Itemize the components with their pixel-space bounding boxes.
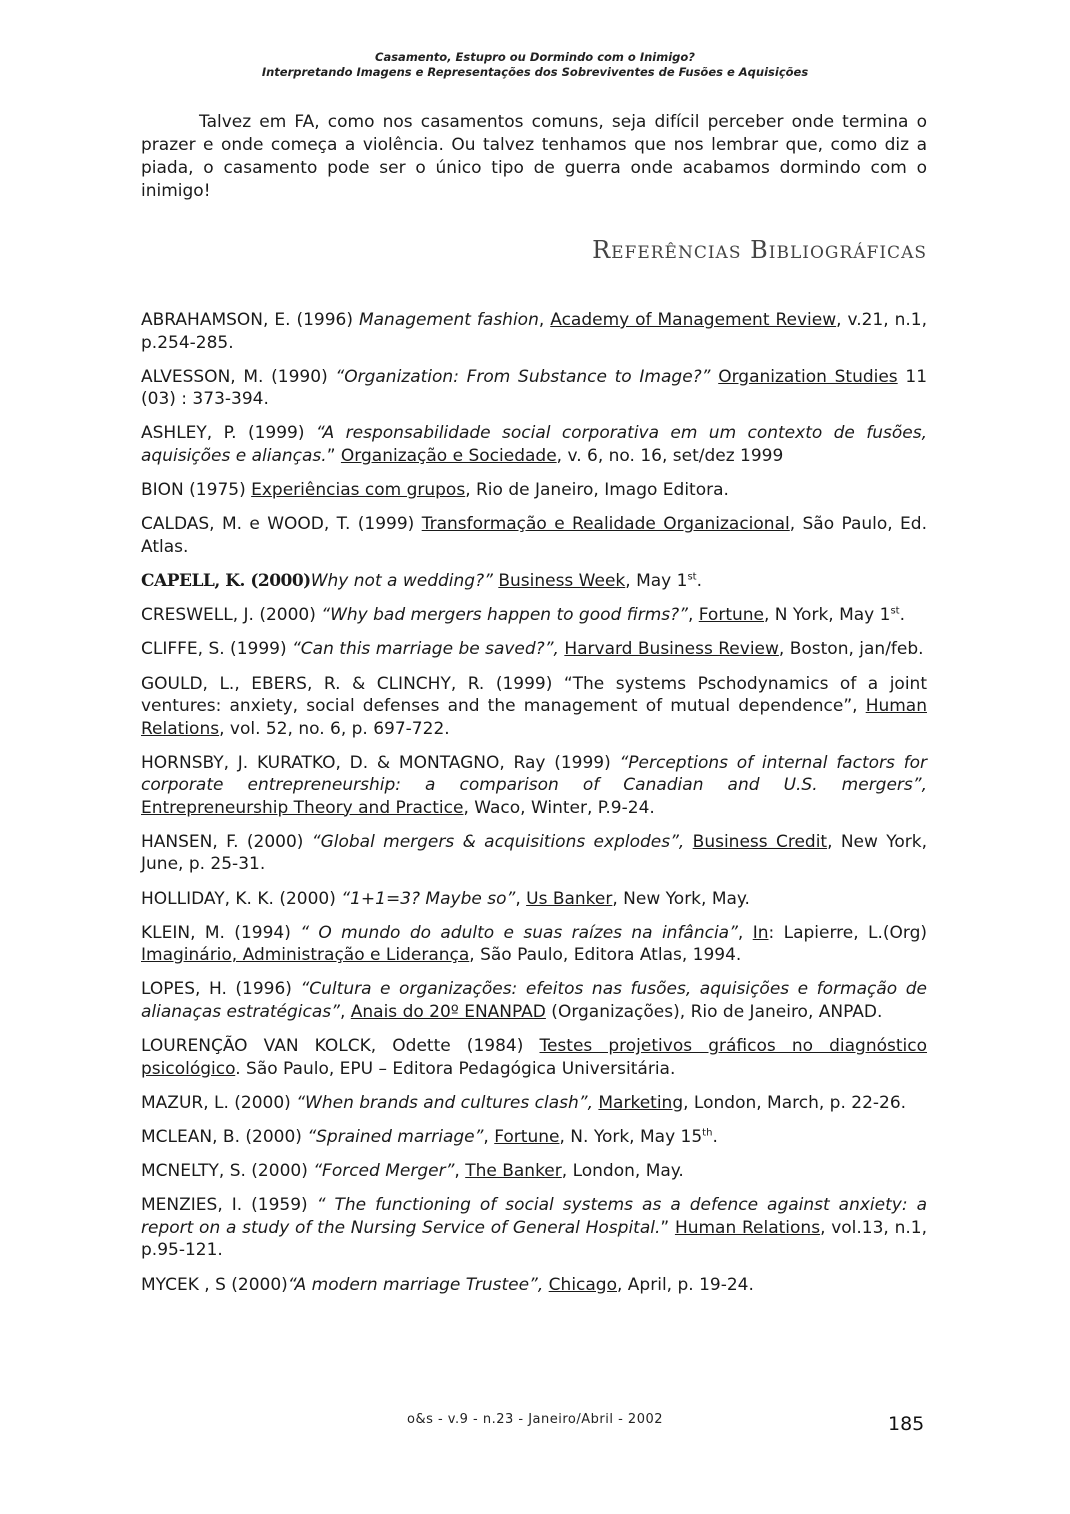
reference-entry [141,513,927,558]
reference-d-segment: . [696,570,702,591]
reference-entry [141,422,927,467]
reference-a-segment: ABRAHAMSON, E. (1996) [141,310,359,330]
reference-a-segment: ALVESSON, M. (1990) [141,366,336,387]
reference-u-segment: Fortune [698,605,764,626]
intro-paragraph [141,111,927,203]
reference-u-segment: Experiências com grupos [251,480,466,501]
reference-c-segment: , Boston, jan/feb. [778,639,924,660]
reference-u-segment: Organização e Sociedade [340,445,557,466]
reference-a-segment: GOULD, L., EBERS, R. & CLINCHY, R. (1999) “The systems Pschodynamics of a joint ventures: anxiety, social defenses and the management of mutual dependence”, [141,673,927,716]
reference-u-segment: Harvard Business Review [564,639,779,660]
reference-c-segment: , v.21, n.1, p.254-285. [141,310,928,353]
reference-b-segment: , [454,1161,466,1182]
reference-c-segment: , April, p. 19-24. [617,1274,754,1295]
reference-c-segment: , vol.13, n.1, p.95-121. [141,1217,927,1261]
reference-sup-segment: th [702,1127,713,1139]
reference-u-segment: Chicago [548,1274,617,1295]
reference-d-segment: . [712,1127,718,1147]
reference-c-segment: , Rio de Janeiro, Imago Editora. [465,480,729,501]
reference-t-segment: “Forced Merger” [313,1161,455,1182]
reference-entry [141,888,927,911]
reference-c-segment: , v. 6, no. 16, set/dez 1999 [556,445,784,466]
reference-entry [141,366,927,411]
reference-a-segment: MENZIES, I. (1959) [141,1195,317,1216]
reference-c-segment: (Organizações), Rio de Janeiro, ANPAD. [545,1001,883,1022]
reference-b-segment [684,832,692,852]
reference-c-segment: , São Paulo, Editora Atlas, 1994. [469,945,742,966]
reference-t-segment: “ The functioning of social systems as a defence against anxiety: a report on a study of the Nursing Service of General Hospital. [141,1195,927,1238]
reference-t-segment: “Sprained marriage” [307,1127,484,1147]
reference-entry [141,673,927,741]
reference-t-segment: “Organization: From Substance to Image?” [335,366,711,387]
reference-t-segment: “A modern marriage Trustee”, [287,1274,544,1295]
reference-a-segment: MCLEAN, B. (2000) [141,1127,308,1147]
reference-c-segment: : Lapierre, L.(Org) [768,922,928,943]
reference-a-segment: HORNSBY, J. KURATKO, D. & MONTAGNO, Ray (1999) [141,752,620,773]
header-title: Casamento, Estupro ou Dormindo com o Inimigo? [375,50,695,64]
reference-u-segment: Imaginário, Administração e Liderança [141,945,470,966]
reference-a-segment: ASHLEY, P. (1999) [141,423,316,444]
reference-u-segment: Entrepreneurship Theory and Practice [141,797,464,818]
reference-sup-segment: st [687,571,697,583]
reference-entry [141,752,927,820]
reference-t-segment: “Global mergers & acquisitions explodes”, [311,831,685,852]
reference-a-segment: BION (1975) [141,480,252,501]
reference-a-segment: LOPES, H. (1996) [141,979,301,1000]
reference-u-segment: In [752,922,769,943]
intro-text: Talvez em FA, como nos casamentos comuns, seja difícil perceber onde termina o prazer e onde começa a violência. Ou talvez tenhamos que nos lembrar que, como diz a piada, o casamento pode ser o único tipo de guerra onde acabamos dormindo com o inimigo! [141,112,927,201]
reference-c-segment: , New York, May. [612,888,750,909]
reference-c-segment: , N York, May 1 [764,605,891,626]
page-number: 185 [888,1413,925,1435]
reference-t-segment: “Perceptions of internal factors for corporate entrepreneurship: a comparison of Canadian and U.S. mergers”, [141,752,927,796]
reference-entry [141,570,927,593]
section-title: Referências Bibliográficas [592,236,927,264]
reference-entry [141,1092,927,1115]
reference-entry [141,922,927,967]
reference-a-segment: CLIFFE, S. (1999) [141,639,292,660]
reference-u-segment: Organization Studies [718,366,898,387]
reference-b-segment: , [687,605,699,626]
reference-u-segment: Us Banker [526,888,613,909]
reference-sup-segment: st [890,605,900,617]
reference-u-segment: Marketing [598,1092,684,1113]
reference-u-segment: Academy of Management Review [550,310,837,330]
reference-t-segment: “A responsabilidade social corporativa em um contexto de fusões, aquisições e alianças. [141,423,927,466]
running-header [0,50,1070,80]
header-subtitle: Interpretando Imagens e Representações dos Sobreviventes de Fusões e Aquisições [261,65,809,79]
reference-b-segment: ” [660,1217,675,1238]
reference-t-segment: “1+1=3? Maybe so” [341,888,516,909]
reference-u-segment: Transformação e Realidade Organizacional [421,514,790,535]
reference-c-segment: , London, May. [561,1161,684,1182]
reference-a-segment: MAZUR, L. (2000) [141,1092,297,1113]
reference-c-segment: . São Paulo, EPU – Editora Pedagógica Universitária. [235,1058,676,1079]
reference-entry [141,831,927,876]
reference-c-segment: , N. York, May 15 [559,1127,703,1147]
reference-a-segment: HOLLIDAY, K. K. (2000) [141,888,342,909]
reference-c-segment: , May 1 [625,570,688,591]
reference-entry [141,1160,927,1183]
reference-b-segment: , [339,1001,351,1022]
reference-entry [141,1126,927,1149]
reference-a-segment: MCNELTY, S. (2000) [141,1161,314,1182]
reference-t-segment: “Can this marriage be saved?”, [292,639,559,660]
reference-entry [141,604,927,627]
reference-entry [141,1035,927,1080]
reference-a-segment: HANSEN, F. (2000) [141,831,312,852]
reference-a-segment: MYCEK , S (2000) [141,1274,288,1295]
reference-a-segment: CRESWELL, J. (2000) [141,605,322,626]
reference-entry [141,978,927,1023]
reference-c-segment: , London, March, p. 22-26. [683,1092,907,1113]
reference-entry [141,479,927,502]
reference-t-segment: “ O mundo do adulto e suas raízes na infância” [300,922,738,943]
reference-b-segment: , [515,888,527,909]
reference-u-segment: Anais do 20º ENANPAD [350,1001,546,1022]
reference-entry [141,309,927,354]
reference-u-segment: Business Week [498,570,626,591]
reference-t-segment: Management fashion [358,310,539,330]
reference-u-segment: Fortune [494,1127,560,1147]
reference-b-segment: ” [326,445,341,466]
reference-c-segment: , Waco, Winter, P.9-24. [463,797,655,818]
reference-u-segment: Business Credit [692,831,828,852]
reference-b-segment: , [737,922,753,943]
reference-c-segment: , vol. 52, no. 6, p. 697-722. [219,718,450,739]
reference-c-segment: , São Paulo, Ed. Atlas. [141,514,927,557]
reference-list [141,309,927,1308]
reference-b-segment: , [483,1127,495,1147]
reference-c-segment: 11 (03) : 373-394. [141,366,928,410]
reference-a-segment: LOURENÇÃO VAN KOLCK, Odette (1984) [141,1036,540,1057]
reference-bold-segment: CAPELL, K. (2000) [141,570,311,591]
reference-t-segment: “Why bad mergers happen to good firms?” [321,605,688,626]
page-footer: o&s - v.9 - n.23 - Janeiro/Abril - 2002 [406,1412,664,1427]
reference-b-segment: , [538,310,551,330]
reference-entry [141,1194,927,1262]
reference-u-segment: The Banker [465,1161,562,1182]
reference-u-segment: Human Relations [141,696,927,739]
reference-entry [141,1274,927,1297]
reference-d-segment: . [899,605,906,626]
reference-t-segment: Why not a wedding?” [310,570,493,591]
reference-t-segment: “Cultura e organizações: efeitos nas fusões, aquisições e formação de alianaças estratégicas” [141,979,927,1022]
reference-entry [141,638,927,661]
reference-u-segment: Testes projetivos gráficos no diagnóstico psicológico [141,1036,928,1079]
reference-t-segment: “When brands and cultures clash”, [296,1092,593,1113]
reference-a-segment: KLEIN, M. (1994) [141,922,301,943]
reference-a-segment: CALDAS, M. e WOOD, T. (1999) [141,514,422,535]
reference-u-segment: Human Relations [674,1217,821,1238]
reference-c-segment: , New York, June, p. 25-31. [141,831,927,875]
